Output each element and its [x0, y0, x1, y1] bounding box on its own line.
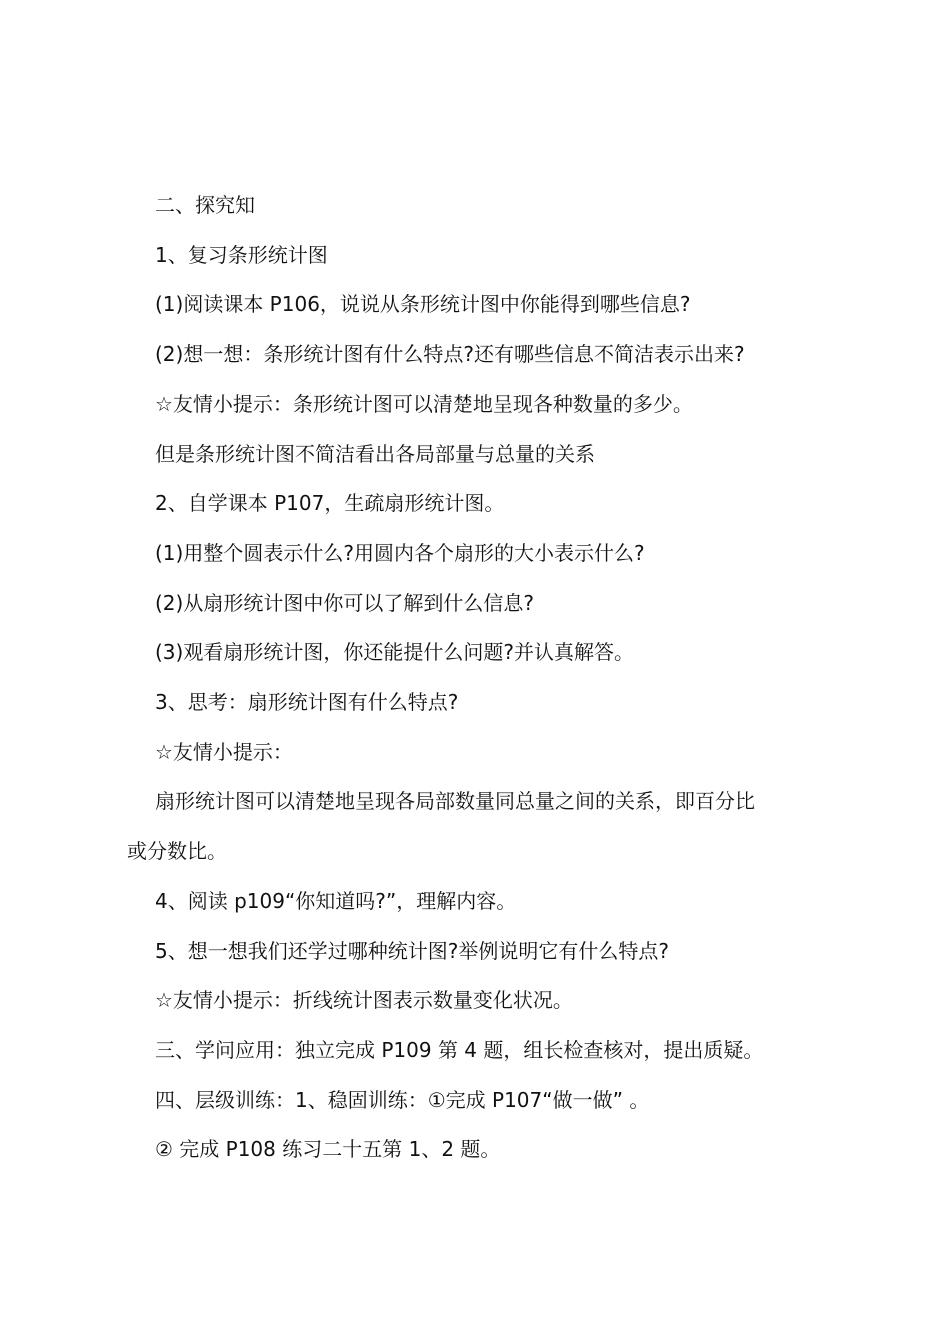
- document-body: [127, 181, 837, 1175]
- tip-paragraph: ☆友情小提示：条形统计图可以清楚地呈现各种数量的多少。: [155, 391, 693, 416]
- paragraph: (2)从扇形统计图中你可以了解到什么信息?: [155, 590, 534, 615]
- paragraph: (1)用整个圆表示什么?用圆内各个扇形的大小表示什么?: [155, 540, 645, 565]
- section-heading: 四、层级训练：1、稳固训练：①完成 P107“做一做” 。: [155, 1087, 650, 1112]
- subsection-heading: 5、想一想我们还学过哪种统计图?举例说明它有什么特点?: [155, 938, 669, 963]
- section-heading: 二、探究知: [155, 193, 255, 217]
- paragraph-continuation: 或分数比。: [127, 839, 227, 864]
- paragraph: (1)阅读课本 P106，说说从条形统计图中你能得到哪些信息?: [155, 292, 691, 317]
- subsection-heading: 2、自学课本 P107，生疏扇形统计图。: [155, 491, 505, 516]
- paragraph: ② 完成 P108 练习二十五第 1、2 题。: [155, 1137, 501, 1162]
- subsection-heading: 1、复习条形统计图: [155, 242, 328, 267]
- paragraph: (3)观看扇形统计图，你还能提什么问题?并认真解答。: [155, 640, 634, 665]
- paragraph: (2)想一想：条形统计图有什么特点?还有哪些信息不简洁表示出来?: [155, 342, 745, 367]
- section-heading: 三、学问应用：独立完成 P109 第 4 题，组长检查核对，提出质疑。: [155, 1037, 764, 1062]
- paragraph: 扇形统计图可以清楚地呈现各局部数量同总量之间的关系，即百分比: [155, 789, 755, 814]
- paragraph: 但是条形统计图不简洁看出各局部量与总量的关系: [155, 441, 595, 466]
- subsection-heading: 3、思考：扇形统计图有什么特点?: [155, 690, 459, 715]
- tip-paragraph: ☆友情小提示：折线统计图表示数量变化状况。: [155, 988, 573, 1013]
- tip-paragraph: ☆友情小提示：: [155, 739, 293, 764]
- subsection-heading: 4、阅读 p109“你知道吗?”，理解内容。: [155, 888, 517, 913]
